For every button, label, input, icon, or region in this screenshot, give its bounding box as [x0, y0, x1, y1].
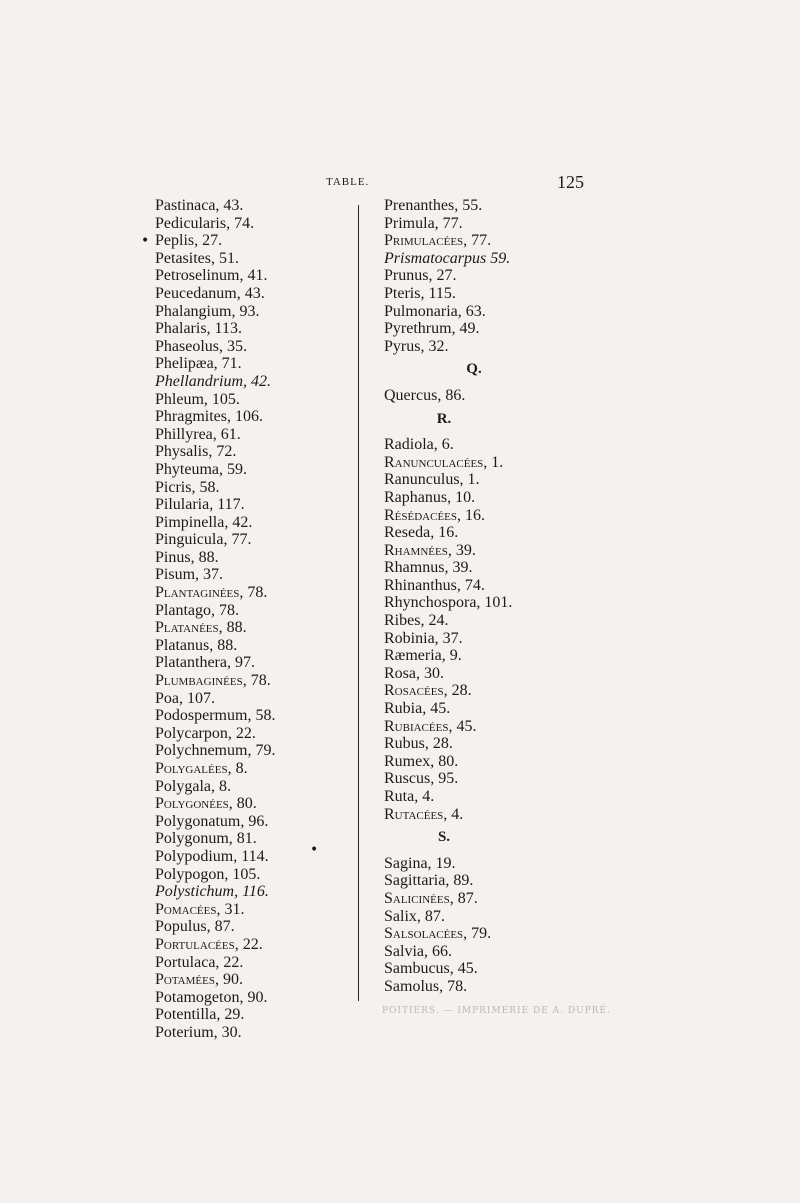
- genus-entry: Pilularia, 117.: [155, 496, 245, 514]
- genus-entry: Ruscus, 95.: [384, 770, 459, 788]
- genus-entry: Primula, 77.: [384, 214, 463, 232]
- genus-entry: Polycarpon, 22.: [155, 724, 256, 742]
- genus-entry: Rumex, 80.: [384, 752, 459, 770]
- genus-entry: Rhinanthus, 74.: [384, 576, 485, 594]
- genus-entry: Salix, 87.: [384, 907, 445, 925]
- genus-entry: Pimpinella, 42.: [155, 513, 253, 531]
- family-entry: Salsolacées, 79.: [384, 925, 492, 943]
- genus-entry: Phelipæa, 71.: [155, 355, 242, 373]
- genus-entry: Rhamnus, 39.: [384, 559, 473, 577]
- genus-entry: Phalangium, 93.: [155, 302, 260, 320]
- bullet-mark: •: [310, 842, 319, 858]
- family-entry: Rosacées, 28.: [384, 682, 472, 700]
- family-entry: Résédacées, 16.: [384, 506, 486, 524]
- genus-entry: Prunus, 27.: [384, 267, 457, 285]
- genus-entry: Petasites, 51.: [155, 249, 239, 267]
- genus-entry: Rhynchospora, 101.: [384, 594, 513, 612]
- genus-entry: Phalaris, 113.: [155, 320, 242, 338]
- genus-entry: Prismatocarpus 59.: [384, 249, 511, 267]
- genus-entry: Sambucus, 45.: [384, 960, 478, 978]
- genus-entry: Pyrus, 32.: [384, 337, 449, 355]
- genus-entry: Pteris, 115.: [384, 284, 456, 302]
- genus-entry: Peplis, 27.: [155, 232, 223, 250]
- genus-entry: Pedicularis, 74.: [155, 214, 255, 232]
- genus-entry: Polystichum, 116.: [155, 883, 269, 901]
- genus-entry: Robinia, 37.: [384, 629, 463, 647]
- genus-entry: Rubia, 45.: [384, 700, 451, 718]
- section-letter: R.: [436, 410, 452, 427]
- column-divider: [358, 205, 359, 1001]
- page-number: 125: [557, 172, 584, 192]
- genus-entry: Polygonum, 81.: [155, 830, 257, 848]
- genus-entry: Physalis, 72.: [155, 443, 237, 461]
- genus-entry: Prenanthes, 55.: [384, 197, 483, 214]
- genus-entry: Poa, 107.: [155, 689, 215, 707]
- genus-entry: Rubus, 28.: [384, 735, 453, 753]
- genus-entry: Ruta, 4.: [384, 788, 435, 805]
- genus-entry: Plantago, 78.: [155, 601, 239, 619]
- genus-entry: Reseda, 16.: [384, 524, 459, 542]
- genus-entry: Portulaca, 22.: [155, 953, 244, 971]
- genus-entry: Polygala, 8.: [155, 777, 231, 795]
- genus-entry: Polygonatum, 96.: [155, 812, 269, 830]
- genus-entry: Petroselinum, 41.: [155, 267, 268, 285]
- family-entry: Polygonées, 80.: [155, 795, 257, 813]
- genus-entry: Platanus, 88.: [155, 636, 238, 654]
- genus-entry: Ranunculus, 1.: [384, 471, 480, 489]
- family-entry: Rhamnées, 39.: [384, 541, 476, 559]
- family-entry: Pomacées, 31.: [155, 900, 245, 918]
- genus-entry: Phragmites, 106.: [155, 408, 263, 426]
- family-entry: Ranunculacées, 1.: [384, 453, 504, 471]
- genus-entry: Radiola, 6.: [384, 436, 454, 454]
- genus-entry: Samolus, 78.: [384, 977, 468, 995]
- genus-entry: Phellandrium, 42.: [155, 372, 271, 390]
- page-title: TABLE.: [326, 176, 370, 188]
- genus-entry: Salvia, 66.: [384, 942, 452, 960]
- family-entry: Salicinées, 87.: [384, 889, 478, 907]
- genus-entry: Pulmonaria, 63.: [384, 302, 486, 320]
- genus-entry: Ræmeria, 9.: [384, 647, 462, 665]
- genus-entry: Picris, 58.: [155, 478, 220, 496]
- index-column-right: [384, 197, 584, 996]
- genus-entry: Phillyrea, 61.: [155, 425, 241, 443]
- genus-entry: Phaseolus, 35.: [155, 337, 247, 355]
- genus-entry: Sagittaria, 89.: [384, 872, 474, 890]
- printer-imprint: POITIERS. — IMPRIMERIE DE A. DUPRÉ.: [382, 1006, 611, 1016]
- genus-entry: Quercus, 86.: [384, 386, 466, 404]
- genus-entry: Rosa, 30.: [384, 664, 444, 682]
- genus-entry: Pinus, 88.: [155, 548, 219, 566]
- genus-entry: Potamogeton, 90.: [155, 988, 268, 1006]
- family-entry: Primulacées, 77.: [384, 232, 492, 250]
- genus-entry: Sagina, 19.: [384, 854, 456, 872]
- family-entry: Platanées, 88.: [155, 619, 247, 637]
- genus-entry: Polypodium, 114.: [155, 847, 269, 865]
- genus-entry: Pinguicula, 77.: [155, 531, 252, 549]
- family-entry: Plumbaginées, 78.: [155, 672, 271, 690]
- section-letter: S.: [437, 829, 451, 846]
- genus-entry: Peucedanum, 43.: [155, 284, 265, 302]
- genus-entry: Platanthera, 97.: [155, 654, 255, 672]
- genus-entry: Pastinaca, 43.: [155, 197, 244, 214]
- genus-entry: Populus, 87.: [155, 918, 235, 936]
- genus-entry: Polypogon, 105.: [155, 865, 261, 883]
- genus-entry: Pisum, 37.: [155, 566, 224, 584]
- genus-entry: Phleum, 105.: [155, 390, 240, 408]
- family-entry: Rubiacées, 45.: [384, 717, 477, 735]
- family-entry: Polygalées, 8.: [155, 760, 248, 777]
- family-entry: Rutacées, 4.: [384, 805, 464, 823]
- section-letter: Q.: [466, 361, 482, 378]
- genus-entry: Raphanus, 10.: [384, 488, 476, 506]
- genus-entry: Podospermum, 58.: [155, 707, 276, 725]
- genus-entry: Pyrethrum, 49.: [384, 320, 480, 338]
- genus-entry: Polychnemum, 79.: [155, 742, 276, 760]
- index-column-left: [155, 197, 355, 1042]
- family-entry: Plantaginées, 78.: [155, 584, 268, 602]
- bullet-mark: •: [141, 233, 150, 249]
- genus-entry: Ribes, 24.: [384, 612, 449, 630]
- family-entry: Potamées, 90.: [155, 971, 243, 989]
- genus-entry: Potentilla, 29.: [155, 1006, 245, 1024]
- family-entry: Portulacées, 22.: [155, 935, 263, 953]
- genus-entry: Poterium, 30.: [155, 1023, 242, 1041]
- genus-entry: Phyteuma, 59.: [155, 460, 247, 478]
